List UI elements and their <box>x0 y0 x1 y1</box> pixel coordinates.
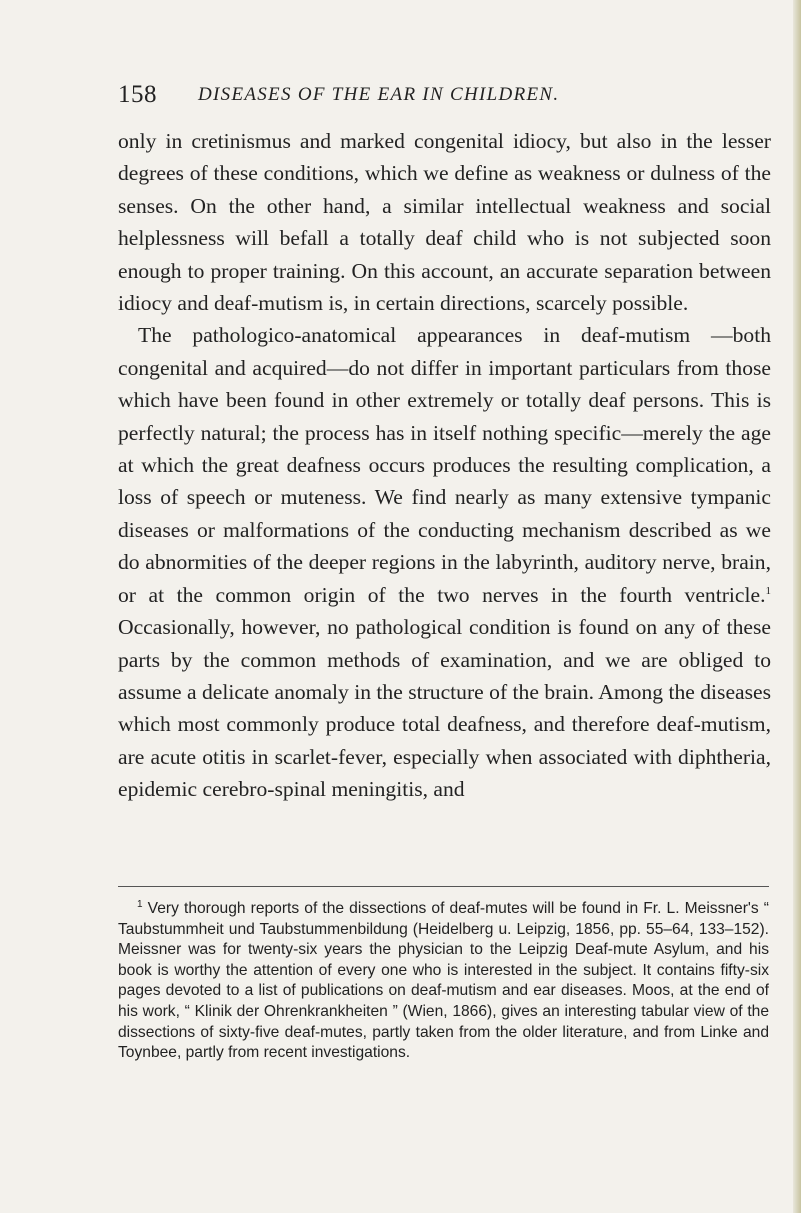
footnote-body: Very thorough reports of the dissections of deaf-mutes will be found in Fr. L. Meissner's “ Taubstummheit und Taubstummenbildung (Heidelberg u. Leipzig, 1856, pp. 55–64, 133–152). Meissner was for twenty-six years the physician to the Leipzig Deaf-mute Asylum, and his book is worthy the attention of every one who is interested in the subject. It contains fifty-six pages devoted to a list of publications on deaf-mutism and ear diseases. Moos, at the end of his work, “ Klinik der Ohrenkrankheiten ” (Wien, 1866), gives an interesting tabular view of the dissections of sixty-five deaf-mutes, partly taken from the older literature, and from Linke and Toynbee, partly from recent investigations. <box>118 900 769 1062</box>
running-title: DISEASES OF THE EAR IN CHILDREN. <box>198 84 560 105</box>
footnote <box>118 899 769 1064</box>
page-edge <box>793 0 801 1213</box>
body-text <box>118 125 771 806</box>
footnote-text <box>118 899 769 1064</box>
paragraph-2 <box>118 319 771 805</box>
footnote-marker: 1 <box>137 899 143 910</box>
footnote-reference: 1 <box>765 584 771 597</box>
paragraph-1: only in cretinismus and marked congenital idiocy, but also in the lesser degrees of these conditions, which we define as weakness or dulness of the senses. On the other hand, a similar intellectual weakness and social helplessness will befall a totally deaf child who is not subjected soon enough to proper training. On this account, an accurate separation between idiocy and deaf-mutism is, in certain directions, scarcely possible. <box>118 129 771 316</box>
footnote-divider <box>118 886 769 887</box>
page-number: 158 <box>118 81 157 108</box>
paragraph-2-part-1: The pathologico-anatomical appearances in deaf-mutism —both congenital and acquired—do not differ in important particulars from those which have been found in other extremely or totally deaf persons. This is perfectly natural; the process has in itself nothing specific—merely the age at which the great deafness occurs produces the resulting complication, a loss of speech or muteness. We find nearly as many extensive tympanic diseases or malformations of the conducting mechanism described as we do abnormities of the deeper regions in the labyrinth, auditory nerve, brain, or at the common origin of the two nerves in the fourth ventricle. <box>118 323 771 607</box>
paragraph-2-part-2: Occasionally, however, no pathological condition is found on any of these parts by the common methods of examination, and we are obliged to assume a delicate anomaly in the structure of the brain. Among the diseases which most commonly produce total deafness, and therefore deaf-mutism, are acute otitis in scarlet-fever, especially when associated with diphtheria, epidemic cerebro-spinal meningitis, and <box>118 615 772 802</box>
running-header <box>118 78 758 112</box>
